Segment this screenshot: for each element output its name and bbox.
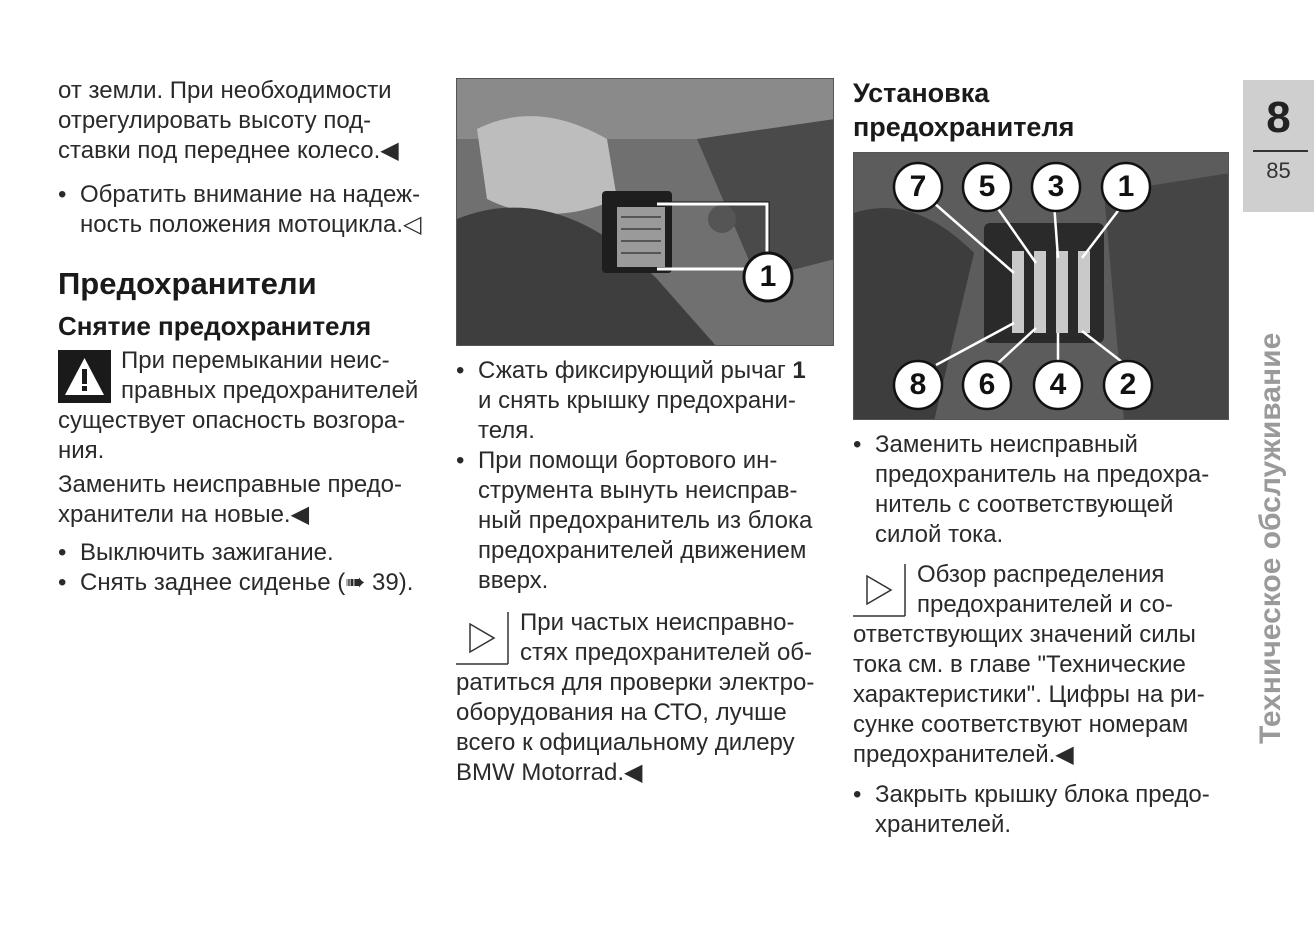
note-block: [853, 560, 1233, 770]
callout-1: 1: [759, 260, 777, 293]
intro-line: отрегулировать высоту под-: [58, 107, 372, 134]
list-item: [58, 180, 438, 240]
list-item-text: предохранителей движением: [478, 537, 807, 564]
note-text: BMW Motorrad.◀: [456, 759, 643, 786]
note-text: ответствующих значений силы: [853, 621, 1196, 648]
list-item-text: Сжать фиксирующий рычаг: [478, 357, 793, 384]
list-item-text: • Обратить внимание на надеж-: [80, 181, 421, 208]
list-item: [456, 356, 834, 446]
callout-1: 1: [1117, 170, 1135, 203]
body-text: Заменить неисправные предо-: [58, 471, 402, 498]
warning-icon: [58, 350, 111, 403]
list-item-text: теля.: [478, 417, 535, 444]
column-left: [58, 76, 438, 598]
list-item-text: ный предохранитель из блока: [478, 507, 813, 534]
chapter-tab: [1243, 80, 1314, 212]
note-arrow-icon: [853, 562, 909, 618]
tab-divider: [1253, 150, 1308, 152]
list-item-text: ность положения мотоцикла.◁: [80, 211, 422, 238]
lever-number: 1: [792, 357, 806, 384]
list-item-text: • Снять заднее сиденье (➠ 39).: [80, 569, 414, 596]
callout-8: 8: [909, 368, 927, 401]
list-item-text: • При помощи бортового ин-: [478, 447, 778, 474]
list-item-text: хранителей.: [875, 811, 1012, 838]
fuse-box-photo: [456, 78, 834, 346]
section-heading: [853, 76, 1233, 144]
list-item-text: • Заменить неисправный: [875, 431, 1138, 458]
warning-text: ния.: [58, 437, 105, 464]
warning-text: правных предохранителей: [121, 377, 419, 404]
intro-line: от земли. При необходимости: [58, 77, 392, 104]
warning-text: При перемыкании неис-: [121, 347, 390, 374]
chapter-side-title: Техническое обслуживание: [1254, 332, 1287, 744]
note-text: оборудования на СТО, лучше: [456, 699, 787, 726]
note-text: стях предохранителей об-: [520, 639, 813, 666]
warning-block: [58, 346, 438, 466]
column-right: [853, 76, 1233, 840]
callout-2: 2: [1119, 368, 1137, 401]
note-arrow-icon: [456, 610, 512, 666]
heading-line: предохранителя: [853, 112, 1075, 142]
list-item-text: и снять крышку предохрани-: [478, 387, 796, 414]
list-item: [58, 538, 438, 568]
chapter-number: 8: [1266, 93, 1291, 142]
list-item: [853, 780, 1233, 840]
list-item: [456, 446, 834, 596]
list-item: [853, 430, 1233, 550]
column-middle: [456, 78, 834, 788]
warning-text: существует опасность возгора-: [58, 407, 406, 434]
note-text: предохранителей.◀: [853, 741, 1074, 768]
list-item-text: нитель с соответствующей: [875, 491, 1174, 518]
intro-line: ставки под переднее колесо.◀: [58, 137, 399, 164]
note-text: всего к официальному дилеру: [456, 729, 795, 756]
note-text: предохранителей и со-: [917, 591, 1173, 618]
note-text: сунке соответствуют номерам: [853, 711, 1189, 738]
note-text: При частых неисправно-: [520, 609, 795, 636]
list-item-text: • Закрыть крышку блока предо-: [875, 781, 1210, 808]
note-text: Обзор распределения: [917, 561, 1165, 588]
subsection-heading: Снятие предохранителя: [58, 311, 372, 341]
list-item-text: предохранитель на предохра-: [875, 461, 1210, 488]
callout-7: 7: [909, 170, 927, 203]
note-text: тока см. в главе "Технические: [853, 651, 1186, 678]
body-text: хранители на новые.◀: [58, 501, 310, 528]
list-item-text: вверх.: [478, 567, 549, 594]
fuse-numbering-photo: [853, 152, 1229, 420]
callout-5: 5: [978, 170, 996, 203]
section-heading: Предохранители: [58, 266, 317, 301]
note-text: ратиться для проверки электро-: [456, 669, 815, 696]
callout-6: 6: [978, 368, 996, 401]
page-number: 85: [1266, 158, 1291, 183]
note-text: характеристики". Цифры на ри-: [853, 681, 1205, 708]
callout-4: 4: [1049, 368, 1067, 401]
note-block: [456, 608, 834, 788]
heading-line: Установка: [853, 78, 990, 108]
list-item-text: • Выключить зажигание.: [80, 539, 334, 566]
list-item: [58, 568, 438, 598]
list-item-text: струмента вынуть неисправ-: [478, 477, 798, 504]
list-item-text: силой тока.: [875, 521, 1004, 548]
callout-3: 3: [1047, 170, 1065, 203]
